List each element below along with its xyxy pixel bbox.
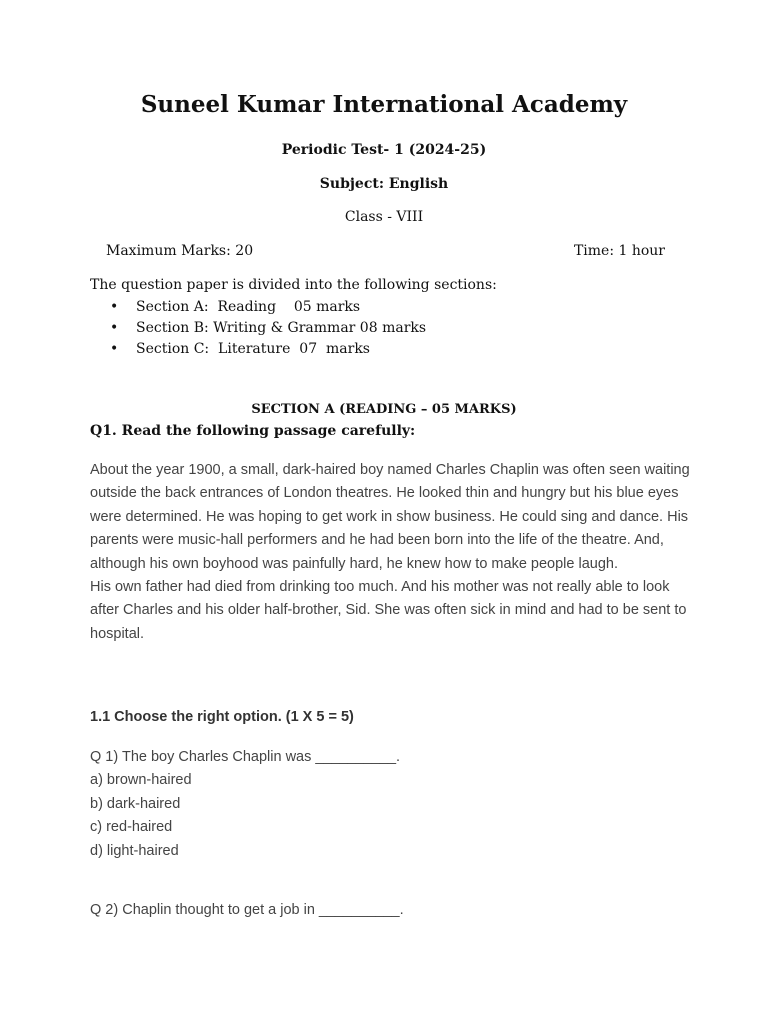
time-allowed: Time: 1 hour: [573, 243, 665, 259]
list-item: [90, 297, 426, 318]
section-item-label: Section B: Writing & Grammar 08 marks: [136, 320, 427, 336]
instructions-intro: The question paper is divided into the following sections:: [90, 277, 497, 293]
option-d: d) light-haired: [90, 842, 179, 859]
list-item: [90, 318, 426, 339]
option-a: a) brown-haired: [90, 772, 192, 789]
mcq-sub-heading: 1.1 Choose the right option. (1 X 5 = 5): [90, 709, 354, 725]
question-2-text: Q 2) Chaplin thought to get a job in __________.: [90, 902, 404, 918]
sections-list: [90, 297, 426, 360]
bullet-icon: •: [110, 341, 119, 357]
class-line: Class - VIII: [344, 209, 424, 225]
question-text: Q 1) The boy Charles Chaplin was __________.: [90, 749, 401, 765]
list-item: [90, 339, 426, 360]
reading-passage: [90, 459, 690, 646]
subject-line: Subject: English: [319, 176, 449, 192]
option-b: b) dark-haired: [90, 795, 181, 812]
section-a-heading: SECTION A (READING – 05 MARKS): [251, 402, 517, 417]
bullet-icon: •: [110, 299, 119, 315]
option-c: c) red-haired: [90, 819, 173, 836]
section-item-label: Section A: Reading 05 marks: [136, 299, 361, 315]
school-name: Suneel Kumar International Academy: [140, 91, 628, 118]
question-1: [90, 746, 400, 863]
q1-heading: Q1. Read the following passage carefully:: [90, 423, 416, 439]
passage-paragraph: About the year 1900, a small, dark-haired boy named Charles Chaplin was often seen waiting outside the back entrances of London theatres. He looked thin and hungry but his blue eyes were determined. He was hoping to get work in show business. He could sing and dance. His parents were music-hall performers and he had been born into the life of the theatre. And, although his own boyhood was painfully hard, he knew how to make people laugh.: [90, 462, 690, 572]
bullet-icon: •: [110, 320, 119, 336]
test-name: Periodic Test- 1 (2024-25): [281, 142, 487, 158]
passage-paragraph: His own father had died from drinking too much. And his mother was not really able to look after Charles and his older half-brother, Sid. She was often sick in mind and had to be sent to hospital.: [90, 579, 687, 642]
maximum-marks: Maximum Marks: 20: [106, 243, 254, 259]
section-item-label: Section C: Literature 07 marks: [136, 341, 370, 357]
